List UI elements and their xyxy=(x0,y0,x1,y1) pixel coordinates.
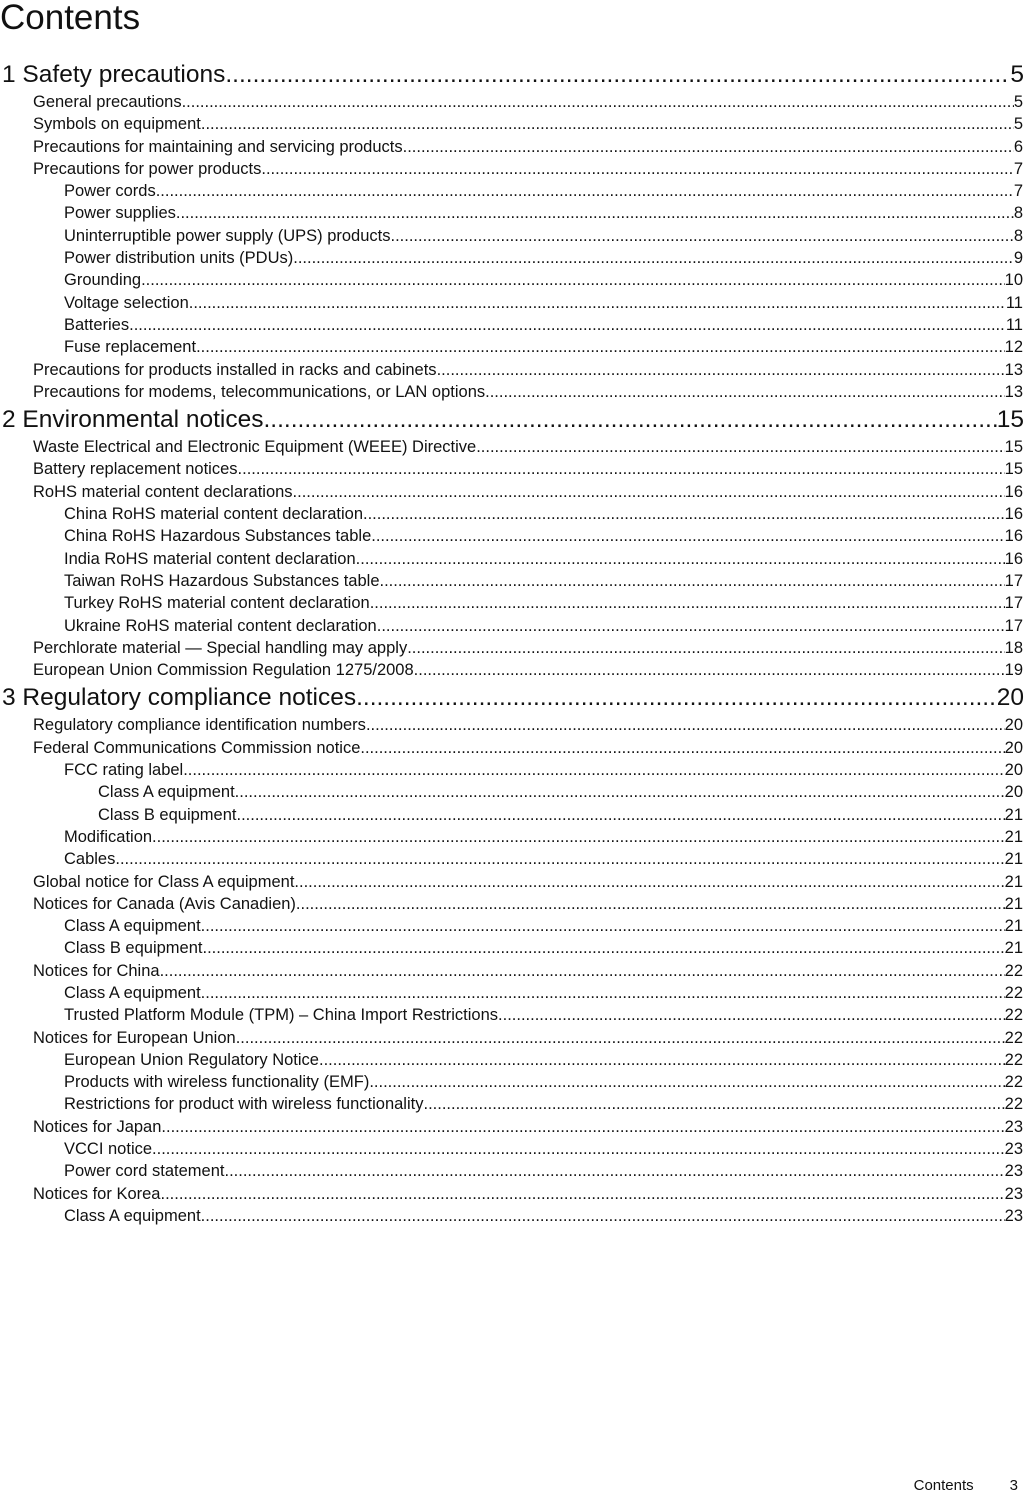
toc-entry[interactable] xyxy=(0,314,1023,336)
toc-entry[interactable] xyxy=(0,525,1023,547)
dot-leader xyxy=(141,269,1005,291)
toc-entry-title: Notices for China xyxy=(33,961,160,980)
toc-entry-page: 21 xyxy=(1004,894,1023,913)
dot-leader xyxy=(366,714,1005,736)
toc-entry-title: Battery replacement notices xyxy=(33,460,238,479)
toc-entry-page: 11 xyxy=(1005,293,1023,312)
toc-entry-title: FCC rating label xyxy=(64,761,184,780)
toc-entry-title: Global notice for Class A equipment xyxy=(33,872,295,891)
toc-entry[interactable] xyxy=(0,848,1023,870)
dot-leader xyxy=(380,570,1005,592)
dot-leader xyxy=(225,58,1010,91)
toc-entry-page: 20 xyxy=(1004,761,1023,780)
toc-entry-title: RoHS material content declarations xyxy=(33,482,293,501)
toc-entry[interactable] xyxy=(0,615,1023,637)
dot-leader xyxy=(485,381,1005,403)
toc-entry-title: Class B equipment xyxy=(98,805,237,824)
toc-entry-page: 23 xyxy=(1004,1117,1023,1136)
toc-entry-title: General precautions xyxy=(33,93,182,111)
toc-entry-page: 17 xyxy=(1004,594,1023,613)
toc-entry-title: Precautions for power products xyxy=(33,159,262,178)
toc-entry-title: Fuse replacement xyxy=(64,338,197,357)
toc-entry-page: 15 xyxy=(996,406,1024,434)
toc-entry-title: Turkey RoHS material content declaration xyxy=(64,594,370,613)
toc-entry-title: Class B equipment xyxy=(64,939,203,958)
toc-entry-title: Voltage selection xyxy=(64,293,189,312)
dot-leader xyxy=(356,681,997,714)
toc-entry-title: Power distribution units (PDUs) xyxy=(64,249,294,268)
toc-entry-page: 16 xyxy=(1004,549,1023,568)
toc-entry-page: 11 xyxy=(1005,315,1023,334)
toc-entry[interactable] xyxy=(0,158,1023,180)
footer-label: Contents xyxy=(913,1477,974,1494)
toc-entry-page: 19 xyxy=(1004,661,1023,680)
toc-entry-title: Ukraine RoHS material content declaration xyxy=(64,616,377,635)
dot-leader xyxy=(160,1183,1004,1205)
toc-entry[interactable] xyxy=(0,458,1023,480)
toc-entry[interactable] xyxy=(0,1205,1023,1227)
toc-entry-title: Regulatory compliance identification numbers xyxy=(33,716,366,735)
toc-entry[interactable] xyxy=(0,381,1023,403)
dot-leader xyxy=(129,314,1006,336)
toc-entry-title: Class A equipment xyxy=(64,917,201,936)
dot-leader xyxy=(423,1093,1004,1115)
dot-leader xyxy=(201,915,1005,937)
toc-entry[interactable] xyxy=(0,91,1023,113)
toc-entry[interactable] xyxy=(0,436,1023,458)
table-of-contents xyxy=(0,58,1026,1227)
toc-entry-page: 9 xyxy=(1013,249,1023,268)
toc-entry-page: 22 xyxy=(1004,1028,1023,1047)
dot-leader xyxy=(498,1004,1005,1026)
toc-entry-title: Notices for European Union xyxy=(33,1028,236,1047)
dot-leader xyxy=(407,637,1004,659)
toc-entry[interactable] xyxy=(0,759,1023,781)
toc-entry-page: 23 xyxy=(1004,1184,1023,1203)
toc-entry-page: 22 xyxy=(1004,961,1023,980)
toc-entry-page: 21 xyxy=(1004,805,1023,824)
toc-entry-title: Grounding xyxy=(64,271,142,290)
toc-entry[interactable] xyxy=(0,1116,1023,1138)
toc-entry[interactable] xyxy=(0,247,1023,269)
toc-entry-title: Class A equipment xyxy=(98,783,235,802)
toc-entry-title: 1 Safety precautions xyxy=(2,61,226,88)
toc-entry-title: Uninterruptible power supply (UPS) products xyxy=(64,226,391,245)
toc-entry-page: 5 xyxy=(1013,93,1023,111)
toc-entry-page: 21 xyxy=(1004,827,1023,846)
toc-entry-title: Cables xyxy=(64,850,116,869)
dot-leader xyxy=(201,982,1005,1004)
toc-entry-page: 20 xyxy=(1004,783,1023,802)
toc-entry-title: Modification xyxy=(64,827,153,846)
toc-entry[interactable] xyxy=(0,113,1023,135)
toc-entry-page: 7 xyxy=(1013,159,1023,178)
toc-entry-title: European Union Commission Regulation 1275/2008 xyxy=(33,661,414,680)
toc-entry[interactable] xyxy=(0,180,1023,202)
dot-leader xyxy=(363,503,1005,525)
toc-entry-page: 12 xyxy=(1004,338,1023,357)
toc-entry[interactable] xyxy=(0,403,1024,436)
toc-entry-title: Waste Electrical and Electronic Equipment (WEEE) Directive xyxy=(33,438,477,457)
toc-entry-page: 21 xyxy=(1004,850,1023,869)
toc-entry[interactable] xyxy=(0,336,1023,358)
dot-leader xyxy=(369,1071,1004,1093)
toc-entry[interactable] xyxy=(0,225,1023,247)
dot-leader xyxy=(225,1160,1005,1182)
toc-entry-title: Taiwan RoHS Hazardous Substances table xyxy=(64,571,380,590)
toc-entry-title: Power supplies xyxy=(64,204,176,223)
toc-entry-title: European Union Regulatory Notice xyxy=(64,1050,319,1069)
dot-leader xyxy=(176,202,1014,224)
toc-entry-title: Precautions for modems, telecommunications, or LAN options xyxy=(33,382,486,401)
toc-entry-title: Precautions for products installed in racks and cabinets xyxy=(33,360,437,379)
toc-entry[interactable] xyxy=(0,481,1023,503)
dot-leader xyxy=(196,336,1005,358)
toc-entry-page: 23 xyxy=(1004,1162,1023,1181)
dot-leader xyxy=(235,781,1005,803)
toc-entry[interactable] xyxy=(0,637,1023,659)
dot-leader xyxy=(293,247,1014,269)
toc-entry-page: 15 xyxy=(1004,438,1023,457)
toc-entry-page: 7 xyxy=(1013,182,1023,201)
footer-page-number: 3 xyxy=(1009,1477,1018,1494)
toc-entry-title: India RoHS material content declaration xyxy=(64,549,356,568)
toc-entry-page: 8 xyxy=(1013,204,1023,223)
toc-entry-title: Batteries xyxy=(64,315,130,334)
dot-leader xyxy=(182,91,1014,113)
toc-entry-page: 5 xyxy=(1010,61,1024,88)
dot-leader xyxy=(437,359,1005,381)
toc-entry-page: 5 xyxy=(1013,115,1023,134)
toc-entry[interactable] xyxy=(0,570,1023,592)
toc-entry-title: China RoHS Hazardous Substances table xyxy=(64,527,372,546)
toc-entry-page: 20 xyxy=(996,684,1024,712)
dot-leader xyxy=(203,937,1005,959)
toc-entry[interactable] xyxy=(0,659,1023,681)
toc-entry-page: 17 xyxy=(1004,571,1023,590)
dot-leader xyxy=(161,1116,1004,1138)
toc-entry[interactable] xyxy=(0,1183,1023,1205)
toc-entry[interactable] xyxy=(0,714,1023,736)
toc-entry[interactable] xyxy=(0,681,1024,714)
dot-leader xyxy=(377,615,1005,637)
toc-entry-title: Class A equipment xyxy=(64,1206,201,1225)
toc-entry[interactable] xyxy=(0,1160,1023,1182)
toc-entry-page: 16 xyxy=(1004,505,1023,524)
toc-entry-page: 16 xyxy=(1004,527,1023,546)
toc-entry-page: 23 xyxy=(1004,1140,1023,1159)
toc-entry-page: 13 xyxy=(1004,360,1023,379)
toc-entry-title: Notices for Canada (Avis Canadien) xyxy=(33,894,296,913)
dot-leader xyxy=(237,804,1005,826)
toc-entry[interactable] xyxy=(0,826,1023,848)
toc-entry-page: 13 xyxy=(1004,382,1023,401)
toc-entry[interactable] xyxy=(0,269,1023,291)
toc-entry[interactable] xyxy=(0,737,1023,759)
dot-leader xyxy=(156,180,1014,202)
toc-entry-page: 22 xyxy=(1004,1073,1023,1092)
toc-entry[interactable] xyxy=(0,804,1023,826)
toc-entry[interactable] xyxy=(0,58,1024,91)
toc-entry[interactable] xyxy=(0,548,1023,570)
dot-leader xyxy=(296,893,1005,915)
dot-leader xyxy=(160,960,1005,982)
dot-leader xyxy=(319,1049,1005,1071)
toc-entry[interactable] xyxy=(0,871,1023,893)
toc-entry-title: Class A equipment xyxy=(64,983,201,1002)
toc-entry-page: 22 xyxy=(1004,983,1023,1002)
dot-leader xyxy=(263,403,996,436)
dot-leader xyxy=(293,481,1005,503)
toc-entry-page: 20 xyxy=(1004,716,1023,735)
toc-entry[interactable] xyxy=(0,781,1023,803)
toc-entry-title: 2 Environmental notices xyxy=(2,406,264,434)
toc-entry[interactable] xyxy=(0,1004,1023,1026)
toc-entry-title: Symbols on equipment xyxy=(33,115,201,134)
toc-entry-title: Power cord statement xyxy=(64,1162,225,1181)
toc-entry[interactable] xyxy=(0,982,1023,1004)
toc-entry-title: Notices for Korea xyxy=(33,1184,161,1203)
dot-leader xyxy=(152,826,1005,848)
toc-entry[interactable] xyxy=(0,592,1023,614)
toc-entry[interactable] xyxy=(0,915,1023,937)
toc-entry-title: Power cords xyxy=(64,182,156,201)
toc-entry[interactable] xyxy=(0,1049,1023,1071)
toc-entry-title: Perchlorate material — Special handling may apply xyxy=(33,638,408,657)
toc-entry-page: 10 xyxy=(1004,271,1023,290)
toc-entry-page: 23 xyxy=(1004,1206,1023,1225)
dot-leader xyxy=(189,292,1006,314)
toc-entry[interactable] xyxy=(0,960,1023,982)
dot-leader xyxy=(294,871,1004,893)
toc-entry[interactable] xyxy=(0,202,1023,224)
toc-entry[interactable] xyxy=(0,1071,1023,1093)
dot-leader xyxy=(183,759,1004,781)
toc-entry-page: 21 xyxy=(1004,939,1023,958)
page-footer xyxy=(914,1477,1018,1495)
toc-entry-page: 22 xyxy=(1004,1050,1023,1069)
toc-entry-title: Notices for Japan xyxy=(33,1117,162,1136)
toc-entry-page: 8 xyxy=(1013,226,1023,245)
toc-entry-title: Trusted Platform Module (TPM) – China Import Restrictions xyxy=(64,1006,499,1025)
toc-entry-title: Precautions for maintaining and servicing products xyxy=(33,137,403,156)
toc-entry-title: Products with wireless functionality (EMF) xyxy=(64,1073,370,1092)
dot-leader xyxy=(201,1205,1005,1227)
dot-leader xyxy=(115,848,1004,870)
toc-entry[interactable] xyxy=(0,503,1023,525)
dot-leader xyxy=(476,436,1004,458)
toc-entry-title: China RoHS material content declaration xyxy=(64,505,363,524)
dot-leader xyxy=(261,158,1013,180)
dot-leader xyxy=(152,1138,1005,1160)
toc-entry-title: 3 Regulatory compliance notices xyxy=(2,684,357,712)
page-title: Contents xyxy=(0,0,141,37)
dot-leader xyxy=(370,592,1005,614)
toc-entry[interactable] xyxy=(0,1027,1023,1049)
dot-leader xyxy=(360,737,1004,759)
toc-entry[interactable] xyxy=(0,359,1023,381)
toc-entry-page: 21 xyxy=(1004,917,1023,936)
toc-entry-title: Federal Communications Commission notice xyxy=(33,738,361,757)
toc-entry[interactable] xyxy=(0,893,1023,915)
dot-leader xyxy=(201,113,1014,135)
toc-entry-page: 22 xyxy=(1004,1006,1023,1025)
toc-entry[interactable] xyxy=(0,937,1023,959)
toc-entry-title: VCCI notice xyxy=(64,1140,153,1159)
toc-entry[interactable] xyxy=(0,136,1023,158)
dot-leader xyxy=(414,659,1005,681)
toc-entry[interactable] xyxy=(0,1138,1023,1160)
dot-leader xyxy=(403,136,1014,158)
toc-entry[interactable] xyxy=(0,292,1023,314)
dot-leader xyxy=(236,1027,1005,1049)
toc-entry-title: Restrictions for product with wireless functionality xyxy=(64,1095,424,1114)
toc-entry-page: 21 xyxy=(1004,872,1023,891)
dot-leader xyxy=(238,458,1005,480)
dot-leader xyxy=(356,548,1005,570)
dot-leader xyxy=(371,525,1004,547)
toc-entry-page: 16 xyxy=(1004,482,1023,501)
toc-entry-page: 17 xyxy=(1004,616,1023,635)
toc-entry-page: 18 xyxy=(1004,638,1023,657)
toc-entry-page: 15 xyxy=(1004,460,1023,479)
toc-entry-page: 6 xyxy=(1013,137,1023,156)
dot-leader xyxy=(390,225,1013,247)
toc-entry-page: 22 xyxy=(1004,1095,1023,1114)
toc-entry[interactable] xyxy=(0,1093,1023,1115)
toc-entry-page: 20 xyxy=(1004,738,1023,757)
